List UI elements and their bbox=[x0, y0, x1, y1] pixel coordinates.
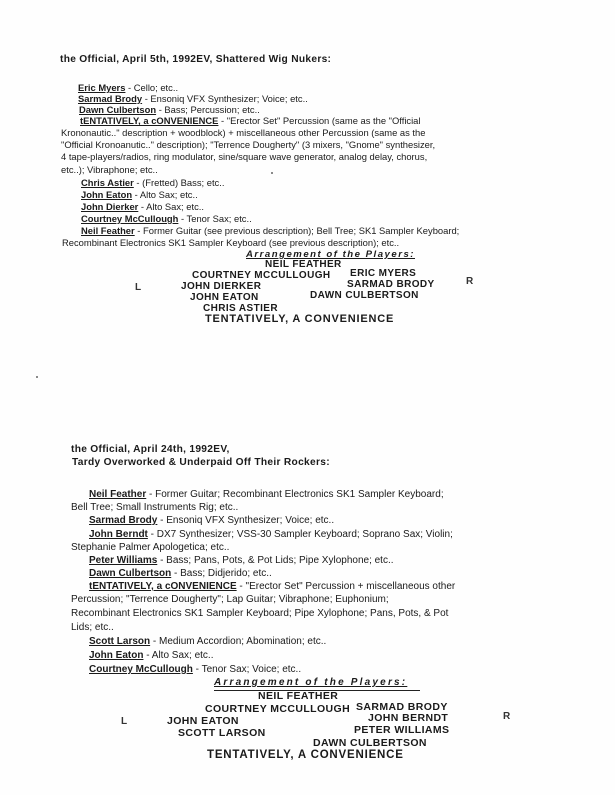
player-desc: - Bass; Percussion; etc.. bbox=[158, 104, 260, 115]
s2-arr-tentatively: TENTATIVELY, A CONVENIENCE bbox=[207, 749, 404, 761]
s2-arr-john-eaton: JOHN EATON bbox=[167, 715, 239, 727]
s1-arr-john-eaton: JOHN EATON bbox=[190, 292, 259, 303]
s1-player-john-eaton bbox=[81, 189, 198, 201]
player-desc: - Ensoniq VFX Synthesizer; Voice; etc.. bbox=[160, 515, 335, 526]
s1-arr-neil-feather: NEIL FEATHER bbox=[265, 259, 342, 270]
player-desc: - Bass; Didjerido; etc.. bbox=[174, 568, 272, 579]
s2-player-scott-larson bbox=[89, 636, 326, 648]
s2-arr-dawn-culbertson: DAWN CULBERTSON bbox=[313, 737, 427, 749]
player-name: Scott Larson bbox=[89, 636, 151, 647]
player-name: Dawn Culbertson bbox=[79, 104, 157, 115]
s2-arr-courtney-mccullough: COURTNEY MCCULLOUGH bbox=[205, 703, 351, 715]
s1-tent-cont-4: etc..); Vibraphone; etc.. bbox=[61, 164, 158, 175]
s1-neil-cont: Recombinant Electronics SK1 Sampler Keyboard (see previous description); etc.. bbox=[62, 237, 400, 248]
player-name: tENTATIVELY, a cONVENIENCE bbox=[80, 115, 219, 126]
s1-arr-john-dierker: JOHN DIERKER bbox=[181, 281, 262, 292]
player-name: Peter Williams bbox=[89, 555, 158, 566]
s2-player-john-berndt bbox=[89, 529, 453, 541]
player-desc: - "Erector Set" Percussion + miscellaneous other bbox=[239, 581, 456, 592]
scan-speck bbox=[271, 172, 273, 174]
s2-arrangement-title: Arrangement of the Players: bbox=[214, 677, 408, 688]
player-name: John Eaton bbox=[89, 650, 144, 661]
player-desc: - Cello; etc.. bbox=[128, 82, 179, 93]
s2-player-courtney-mccullough bbox=[89, 664, 301, 676]
player-name: John Eaton bbox=[81, 189, 133, 200]
player-name: Chris Astier bbox=[81, 177, 134, 188]
player-name: John Berndt bbox=[89, 529, 148, 540]
player-desc: - DX7 Synthesizer; VSS-30 Sampler Keyboard; Soprano Sax; Violin; bbox=[150, 529, 453, 540]
s2-neil-cont: Bell Tree; Small Instruments Rig; etc.. bbox=[71, 502, 239, 513]
player-desc: - (Fretted) Bass; etc.. bbox=[136, 177, 225, 188]
s1-player-courtney-mccullough bbox=[81, 213, 252, 225]
s2-player-sarmad-brody bbox=[89, 515, 334, 527]
s1-tent-cont-3: 4 tape-players/radios, ring modulator, sine/square wave generator, analog delay, chorus, bbox=[61, 151, 428, 162]
player-desc: - Tenor Sax; etc.. bbox=[181, 213, 252, 224]
s1-arrangement-title: Arrangement of the Players: bbox=[246, 249, 415, 260]
scan-speck bbox=[36, 376, 38, 378]
s1-arr-tentatively: TENTATIVELY, A CONVENIENCE bbox=[205, 313, 395, 325]
player-name: John Dierker bbox=[81, 201, 139, 212]
player-name: Dawn Culbertson bbox=[89, 568, 172, 579]
player-name: Courtney McCullough bbox=[81, 213, 179, 224]
s1-right-mark: R bbox=[466, 276, 474, 287]
s2-arr-neil-feather: NEIL FEATHER bbox=[258, 690, 339, 702]
section2-heading-line1: the Official, April 24th, 1992EV, bbox=[71, 444, 230, 455]
player-desc: - Former Guitar; Recombinant Electronics SK1 Sampler Keyboard; bbox=[149, 489, 444, 500]
section2-heading-line2: Tardy Overworked & Underpaid Off Their Rockers: bbox=[72, 457, 330, 468]
s1-arr-eric-myers: ERIC MYERS bbox=[350, 268, 417, 279]
s1-player-tentatively bbox=[80, 115, 420, 127]
player-name: tENTATIVELY, a cONVENIENCE bbox=[89, 581, 237, 592]
s2-player-dawn-culbertson bbox=[89, 568, 272, 580]
s1-tent-cont-2: "Official Kronoanutic.." description); "Terrence Dougherty" (3 mixers, "Gnome" synthesizer, bbox=[61, 139, 436, 150]
s1-arr-dawn-culbertson: DAWN CULBERTSON bbox=[310, 290, 419, 301]
s1-arr-chris-astier: CHRIS ASTIER bbox=[203, 303, 278, 314]
player-desc: - Former Guitar (see previous description); Bell Tree; SK1 Sampler Keyboard; bbox=[137, 225, 460, 236]
s2-berndt-cont: Stephanie Palmer Apologetica; etc.. bbox=[71, 542, 230, 553]
s2-player-neil-feather bbox=[89, 489, 444, 501]
player-desc: - Ensoniq VFX Synthesizer; Voice; etc.. bbox=[144, 93, 308, 104]
player-desc: - Alto Sax; etc.. bbox=[146, 650, 214, 661]
s2-player-peter-williams bbox=[89, 555, 394, 567]
player-name: Eric Myers bbox=[78, 82, 126, 93]
s2-arr-john-berndt: JOHN BERNDT bbox=[368, 712, 449, 724]
player-desc: - Tenor Sax; Voice; etc.. bbox=[195, 664, 302, 675]
s2-right-mark: R bbox=[503, 711, 511, 722]
s1-player-chris-astier bbox=[81, 177, 224, 189]
player-desc: - Bass; Pans, Pots, & Pot Lids; Pipe Xylophone; etc.. bbox=[160, 555, 394, 566]
player-name: Sarmad Brody bbox=[89, 515, 158, 526]
player-desc: - Alto Sax; etc.. bbox=[134, 189, 198, 200]
player-desc: - "Erector Set" Percussion (same as the "Official bbox=[221, 115, 421, 126]
s2-tent-cont-1: Percussion; "Terrence Dougherty"; Lap Guitar; Vibraphone; Euphonium; bbox=[71, 594, 389, 605]
s2-arr-peter-williams: PETER WILLIAMS bbox=[354, 724, 450, 736]
s1-player-john-dierker bbox=[81, 201, 204, 213]
player-desc: - Medium Accordion; Abomination; etc.. bbox=[152, 636, 327, 647]
s2-arr-sarmad-brody: SARMAD BRODY bbox=[356, 701, 448, 713]
player-name: Neil Feather bbox=[81, 225, 135, 236]
s2-tent-cont-3: Lids; etc.. bbox=[71, 622, 114, 633]
s2-left-mark: L bbox=[121, 716, 128, 727]
s2-player-tentatively bbox=[89, 581, 455, 593]
s1-player-neil-feather bbox=[81, 225, 459, 237]
player-name: Sarmad Brody bbox=[78, 93, 143, 104]
s2-tent-cont-2: Recombinant Electronics SK1 Sampler Keyboard; Pipe Xylophone; Pans, Pots, & Pot bbox=[71, 608, 449, 619]
player-desc: - Alto Sax; etc.. bbox=[140, 201, 204, 212]
s1-arr-courtney-mccullough: COURTNEY MCCULLOUGH bbox=[192, 270, 331, 281]
s2-player-john-eaton bbox=[89, 650, 214, 662]
s2-arr-scott-larson: SCOTT LARSON bbox=[178, 727, 266, 739]
player-name: Courtney McCullough bbox=[89, 664, 193, 675]
s1-left-mark: L bbox=[135, 282, 142, 293]
s1-tent-cont-1: Krononautic.." description + woodblock) + miscellaneous other Percussion (same as the bbox=[61, 127, 426, 138]
section1-heading: the Official, April 5th, 1992EV, Shattered Wig Nukers: bbox=[60, 54, 332, 65]
s1-arr-sarmad-brody: SARMAD BRODY bbox=[347, 279, 435, 290]
player-name: Neil Feather bbox=[89, 489, 147, 500]
